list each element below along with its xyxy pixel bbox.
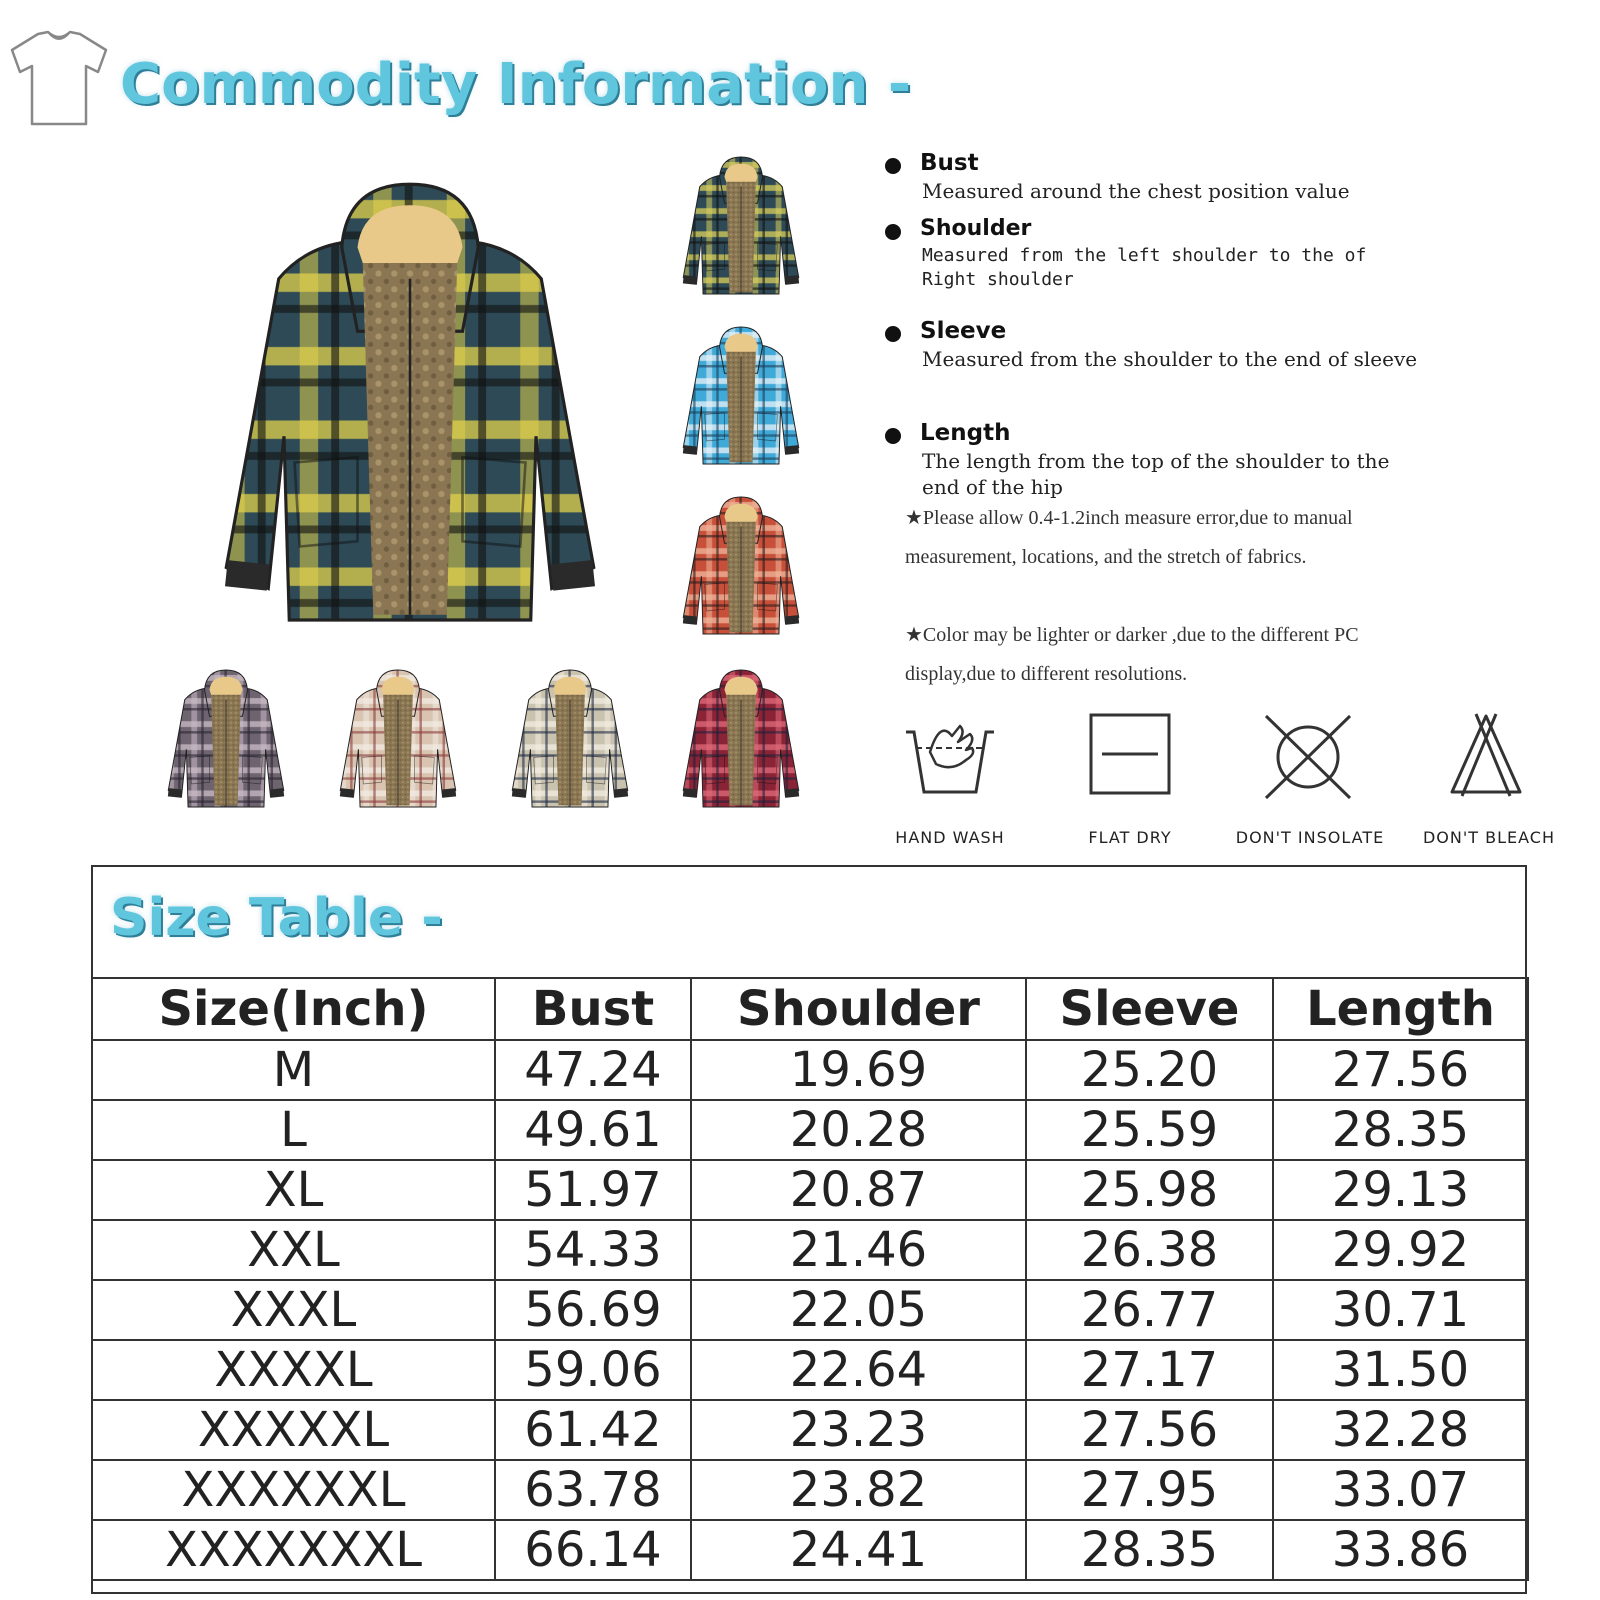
jacket-thumb-navy-yellow — [675, 152, 807, 308]
value-cell: 26.38 — [1026, 1220, 1273, 1280]
table-row — [92, 1280, 1528, 1340]
column-header: Shoulder — [691, 978, 1026, 1040]
value-cell: 32.28 — [1273, 1400, 1528, 1460]
table-row — [92, 1160, 1528, 1220]
value-cell: 59.06 — [495, 1340, 691, 1400]
care-label-dont-bleach: DON'T BLEACH — [1422, 828, 1555, 847]
value-cell: 22.05 — [691, 1280, 1026, 1340]
table-row — [92, 1340, 1528, 1400]
size-table-header-row — [92, 978, 1528, 1040]
flat-dry-icon — [1088, 712, 1172, 796]
value-cell: 22.64 — [691, 1340, 1026, 1400]
tshirt-icon — [8, 28, 110, 128]
value-cell: 51.97 — [495, 1160, 691, 1220]
jacket-thumb-cream-navy — [504, 665, 636, 821]
value-cell: 33.86 — [1273, 1520, 1528, 1580]
jacket-main-image — [200, 170, 620, 654]
value-cell: 47.24 — [495, 1040, 691, 1100]
value-cell: 63.78 — [495, 1460, 691, 1520]
dont-insolate-icon — [1262, 712, 1354, 802]
measure-desc: Measured around the chest position value — [922, 179, 1350, 203]
size-cell: XXXXXL — [92, 1400, 495, 1460]
bullet-dot — [885, 428, 901, 444]
value-cell: 66.14 — [495, 1520, 691, 1580]
care-label-dont-insolate: DON'T INSOLATE — [1235, 828, 1385, 847]
value-cell: 56.69 — [495, 1280, 691, 1340]
value-cell: 31.50 — [1273, 1340, 1528, 1400]
note-measure-error: ★Please allow 0.4-1.2inch measure error,due to manual measurement, locations, and the stretch of fabrics. — [905, 507, 1353, 568]
value-cell: 29.13 — [1273, 1160, 1528, 1220]
measure-desc: The length from the top of the shoulder to the end of the hip — [922, 449, 1390, 499]
table-row — [92, 1520, 1528, 1580]
page-title: Commodity Information - — [120, 52, 912, 117]
value-cell: 49.61 — [495, 1100, 691, 1160]
size-cell: XXXL — [92, 1280, 495, 1340]
size-cell: XXL — [92, 1220, 495, 1280]
value-cell: 19.69 — [691, 1040, 1026, 1100]
value-cell: 54.33 — [495, 1220, 691, 1280]
value-cell: 26.77 — [1026, 1280, 1273, 1340]
value-cell: 27.17 — [1026, 1340, 1273, 1400]
note-color: ★Color may be lighter or darker ,due to the different PC display,due to different resolutions. — [905, 624, 1359, 685]
table-row — [92, 1460, 1528, 1520]
value-cell: 23.82 — [691, 1460, 1026, 1520]
size-cell: XL — [92, 1160, 495, 1220]
column-header: Bust — [495, 978, 691, 1040]
size-cell: XXXXXXXL — [92, 1520, 495, 1580]
size-table-title: Size Table - — [110, 888, 443, 948]
jacket-thumb-burgundy — [675, 665, 807, 821]
value-cell: 23.23 — [691, 1400, 1026, 1460]
measure-desc: Measured from the shoulder to the end of sleeve — [922, 347, 1418, 371]
table-row — [92, 1220, 1528, 1280]
column-header: Size(Inch) — [92, 978, 495, 1040]
hand-wash-icon — [900, 712, 1000, 808]
value-cell: 27.56 — [1026, 1400, 1273, 1460]
value-cell: 20.28 — [691, 1100, 1026, 1160]
value-cell: 33.07 — [1273, 1460, 1528, 1520]
jacket-thumb-red — [675, 492, 807, 648]
value-cell: 24.41 — [691, 1520, 1026, 1580]
table-row — [92, 1040, 1528, 1100]
measure-name: Bust — [920, 150, 979, 176]
value-cell: 28.35 — [1026, 1520, 1273, 1580]
measure-name: Length — [920, 420, 1011, 446]
table-row — [92, 1100, 1528, 1160]
measure-desc: Measured from the left shoulder to the of Right shoulder — [922, 245, 1367, 290]
care-label-hand-wash: HAND WASH — [895, 828, 1005, 847]
value-cell: 27.95 — [1026, 1460, 1273, 1520]
bullet-dot — [885, 326, 901, 342]
value-cell: 61.42 — [495, 1400, 691, 1460]
size-cell: XXXXXXL — [92, 1460, 495, 1520]
measure-name: Shoulder — [920, 216, 1032, 241]
value-cell: 21.46 — [691, 1220, 1026, 1280]
value-cell: 27.56 — [1273, 1040, 1528, 1100]
size-cell: L — [92, 1100, 495, 1160]
bullet-dot — [885, 158, 901, 174]
care-label-flat-dry: FLAT DRY — [1088, 828, 1172, 847]
size-table — [91, 977, 1529, 1581]
jacket-thumb-blue — [675, 322, 807, 478]
table-row — [92, 1400, 1528, 1460]
column-header: Length — [1273, 978, 1528, 1040]
value-cell: 28.35 — [1273, 1100, 1528, 1160]
size-cell: M — [92, 1040, 495, 1100]
value-cell: 25.20 — [1026, 1040, 1273, 1100]
measure-name: Sleeve — [920, 318, 1007, 344]
size-cell: XXXXL — [92, 1340, 495, 1400]
value-cell: 30.71 — [1273, 1280, 1528, 1340]
jacket-thumb-grey — [160, 665, 292, 821]
column-header: Sleeve — [1026, 978, 1273, 1040]
value-cell: 29.92 — [1273, 1220, 1528, 1280]
value-cell: 25.98 — [1026, 1160, 1273, 1220]
value-cell: 20.87 — [691, 1160, 1026, 1220]
jacket-thumb-beige — [332, 665, 464, 821]
bullet-dot — [885, 224, 901, 240]
value-cell: 25.59 — [1026, 1100, 1273, 1160]
dont-bleach-icon — [1448, 712, 1524, 798]
